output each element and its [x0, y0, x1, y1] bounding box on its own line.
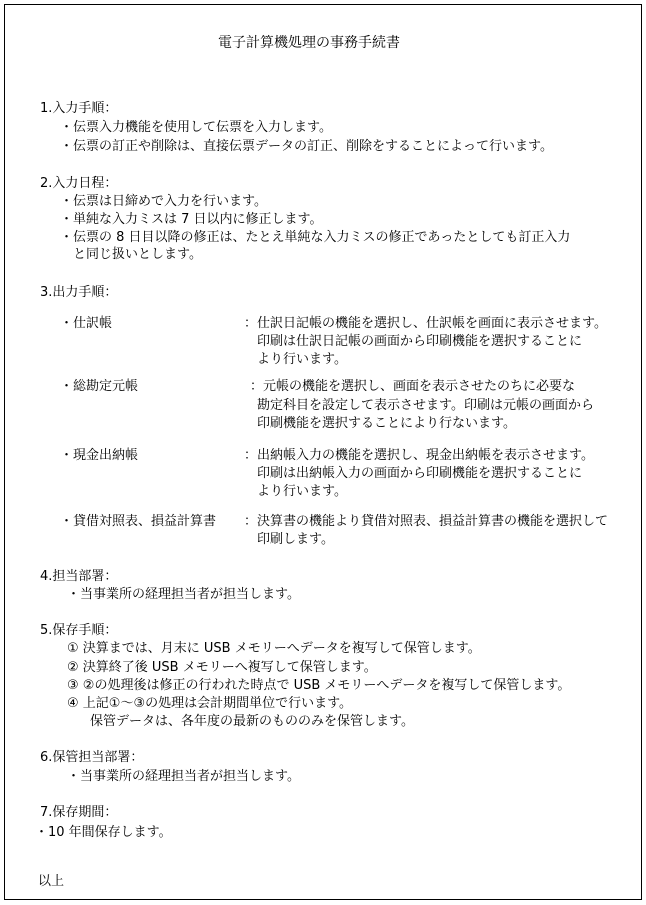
output-item-statements-line-2: 印刷します。 [257, 532, 334, 547]
document-title: 電子計算機処理の事務手続書 [218, 35, 400, 51]
section-5-line-4: ④ 上記①～③の処理は会計期間単位で行います。 [67, 696, 353, 711]
section-2-line-3: ・伝票の 8 日目以降の修正は、たとえ単純な入力ミスの修正であったとしても訂正入力 [60, 230, 571, 245]
section-7-line-1: ・10 年間保存します。 [35, 825, 172, 840]
output-item-label-journal: ・仕訳帳 [60, 316, 113, 331]
section-7-heading: 7.保存期間： [40, 805, 118, 820]
output-item-journal-line-1: ：仕訳日記帳の機能を選択し、仕訳帳を画面に表示させます。 [244, 316, 607, 331]
section-4-line-1: ・当事業所の経理担当者が担当します。 [67, 587, 300, 602]
output-item-cashbook-line-2: 印刷は出納帳入力の画面から印刷機能を選択することに [257, 466, 583, 481]
output-item-ledger-line-1: ：元帳の機能を選択し、画面を表示させたのちに必要な [250, 379, 576, 394]
section-2-line-1: ・伝票は日締めで入力を行います。 [60, 194, 267, 209]
section-2-line-2: ・単純な入力ミスは 7 日以内に修正します。 [60, 212, 323, 227]
section-6-heading: 6.保管担当部署： [40, 750, 144, 765]
section-1-line-2: ・伝票の訂正や削除は、直接伝票データの訂正、削除をすることによって行います。 [60, 139, 553, 154]
section-4-heading: 4.担当部署： [40, 569, 118, 584]
section-2-heading: 2.入力日程： [40, 176, 118, 191]
section-2-line-4: と同じ扱いとします。 [73, 247, 202, 262]
section-3-heading: 3.出力手順： [40, 285, 118, 300]
output-item-ledger-line-2: 勘定科目を設定して表示させます。印刷は元帳の画面から [257, 398, 594, 413]
section-5-line-1: ① 決算までは、月末に USB メモリーへデータを複写して保管します。 [67, 641, 481, 656]
output-item-statements-line-1: ：決算書の機能より貸借対照表、損益計算書の機能を選択して [244, 514, 609, 529]
output-item-ledger-line-3: 印刷機能を選択することにより行ないます。 [257, 416, 516, 431]
document-page [4, 4, 642, 900]
section-5-line-2: ② 決算終了後 USB メモリーへ複写して保管します。 [67, 660, 377, 675]
output-item-label-ledger: ・総勘定元帳 [60, 379, 139, 394]
section-5-heading: 5.保存手順： [40, 623, 118, 638]
output-item-cashbook-line-3: より行います。 [257, 484, 347, 499]
output-item-label-statements: ・貸借対照表、損益計算書 [60, 514, 217, 529]
section-5-line-5: 保管データは、各年度の最新のもののみを保管します。 [90, 714, 414, 729]
closing-text: 以上 [38, 874, 65, 889]
section-6-line-1: ・当事業所の経理担当者が担当します。 [67, 769, 300, 784]
output-item-journal-line-2: 印刷は仕訳日記帳の画面から印刷機能を選択することに [257, 334, 583, 349]
section-1-line-1: ・伝票入力機能を使用して伝票を入力します。 [60, 120, 332, 135]
section-1-heading: 1.入力手順： [40, 101, 118, 116]
section-5-line-3: ③ ②の処理後は修正の行われた時点で USB メモリーへデータを複写して保管します。 [67, 678, 571, 693]
output-item-journal-line-3: より行います。 [257, 352, 347, 367]
output-item-cashbook-line-1: ：出納帳入力の機能を選択し、現金出納帳を表示させます。 [244, 448, 594, 463]
output-item-label-cashbook: ・現金出納帳 [60, 448, 139, 463]
